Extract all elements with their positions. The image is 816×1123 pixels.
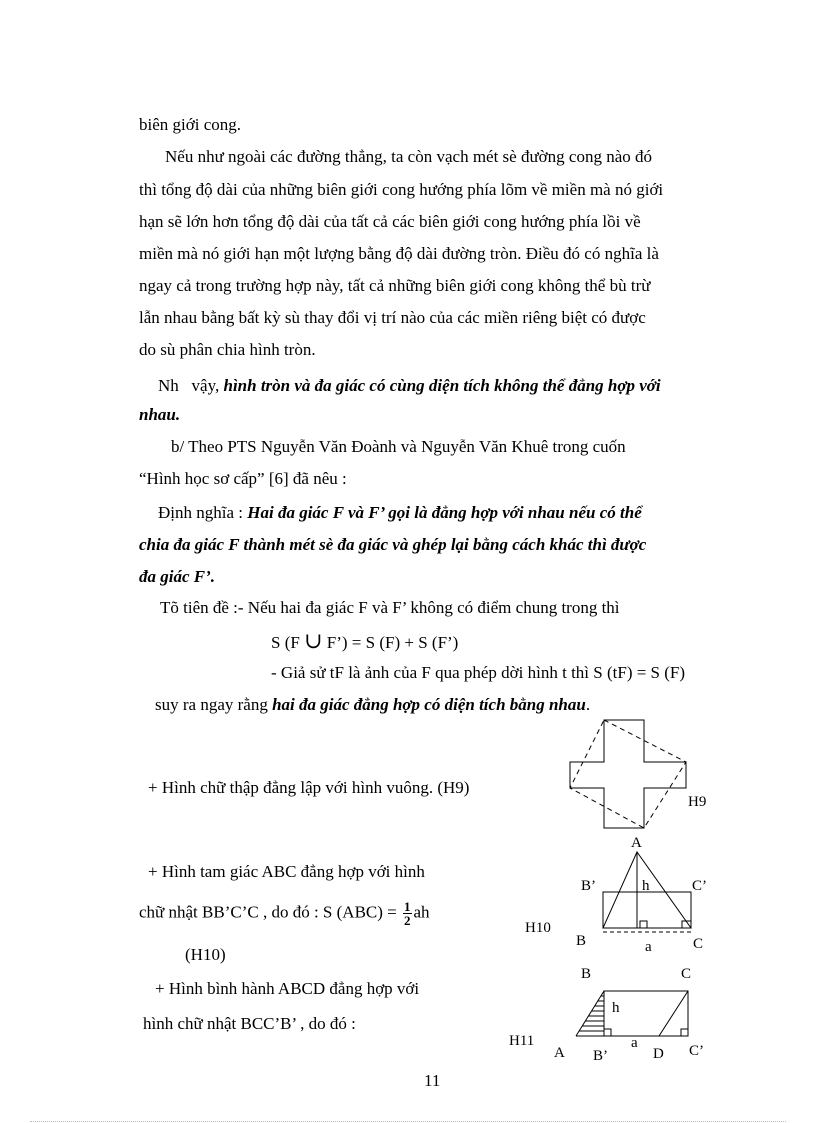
figure-h11-label: H11 [509, 1033, 535, 1049]
text-line-7: lẫn nhau bằng bất kỳ sù thay đổi vị trí nào của các miền riêng biệt có được [139, 308, 646, 327]
h10-base-a: a [645, 939, 652, 955]
axiom-conclusion: suy ra ngay rằng hai đa giác đẳng hợp có diện tích bằng nhau. [155, 695, 591, 714]
h11-vertex-C-prime: C’ [689, 1043, 704, 1059]
axiom-formula: S (F ∪ F’) = S (F) + S (F’) [271, 628, 459, 653]
text-line-2: Nếu như ngoài các đường thẳng, ta còn vạch mét sè đường cong nào đó [165, 147, 653, 166]
conclusion-line: Nh vậy, hình tròn và đa giác có cùng diện tích không thể đẳng hợp với [158, 376, 661, 395]
definition-line-1: Định nghĩa : Hai đa giác F và F’ gọi là đẳng hợp với nhau nếu có thể [158, 503, 642, 522]
h11-base-a: a [631, 1035, 638, 1051]
h10-vertex-B: B [576, 933, 587, 949]
h11-height-h: h [612, 1000, 620, 1016]
h11-item-line-1: + Hình bình hành ABCD đẳng hợp với [155, 979, 420, 998]
footer-divider [30, 1121, 786, 1122]
h10-height-h: h [642, 878, 650, 894]
reference-line-2: “Hình học sơ cấp” [6] đã nêu : [139, 469, 347, 488]
h11-vertex-D: D [653, 1046, 664, 1062]
text-line-3: thì tổng độ dài của những biên giới cong hướng phía lõm về miền mà nó giới [139, 180, 664, 199]
conclusion-emphasis: hình tròn và đa giác có cùng diện tích không thể đẳng hợp với [223, 376, 661, 395]
reference-line-1: b/ Theo PTS Nguyễn Văn Đoành và Nguyễn Văn Khuê trong cuốn [171, 437, 626, 456]
text-line-8: do sù phân chia hình tròn. [139, 340, 316, 359]
h10-vertex-B-prime: B’ [581, 878, 596, 894]
h11-vertex-A: A [554, 1045, 565, 1061]
definition-line-3: đa giác F’. [139, 567, 216, 586]
h10-vertex-C: C [693, 936, 704, 952]
h10-vertex-A: A [631, 835, 642, 851]
figure-h9-label: H9 [688, 794, 707, 810]
union-symbol: ∪ [304, 628, 323, 653]
definition-line-2: chia đa giác F thành mét sè đa giác và ghép lại bằng cách khác thì được [139, 535, 647, 554]
text-line-6: ngay cả trong trường hợp này, tất cả những biên giới cong không thể bù trừ [139, 276, 651, 295]
text-line-4: hạn sẽ lớn hơn tổng độ dài của tất cả các biên giới cong hướng phía lồi về [139, 212, 641, 231]
page-number: 11 [424, 1071, 441, 1090]
h11-vertex-B: B [581, 966, 592, 982]
h10-vertex-C-prime: C’ [692, 878, 707, 894]
conclusion-end: nhau. [139, 405, 181, 424]
h10-item-line-1: + Hình tam giác ABC đẳng hợp với hình [148, 862, 425, 881]
h10-item-line-2: chữ nhật BB’C’C , do đó : S (ABC) = $\frac{1}{2}$ ah [139, 899, 430, 928]
h10-item-line-3: (H10) [185, 945, 226, 964]
text-line-5: miền mà nó giới hạn một lượng bằng độ dài đường tròn. Điều đó có nghĩa là [139, 244, 659, 263]
figure-h10-label: H10 [525, 920, 551, 936]
h9-item: + Hình chữ thập đẳng lập với hình vuông. (H9) [148, 778, 470, 797]
fraction-one-half: $\frac{1}{2}$ [404, 899, 411, 928]
h11-item-line-2: hình chữ nhật BCC’B’ , do đó : [143, 1014, 356, 1033]
h11-vertex-B-prime: B’ [593, 1048, 608, 1064]
axiom-line-2: - Giả sử tF là ảnh của F qua phép dời hình t thì S (tF) = S (F) [271, 663, 686, 682]
text-line-1: biên giới cong. [139, 115, 241, 134]
h11-vertex-C: C [681, 966, 692, 982]
axiom-line-1: Tõ tiên đề :- Nếu hai đa giác F và F’ không có điểm chung trong thì [160, 598, 620, 617]
